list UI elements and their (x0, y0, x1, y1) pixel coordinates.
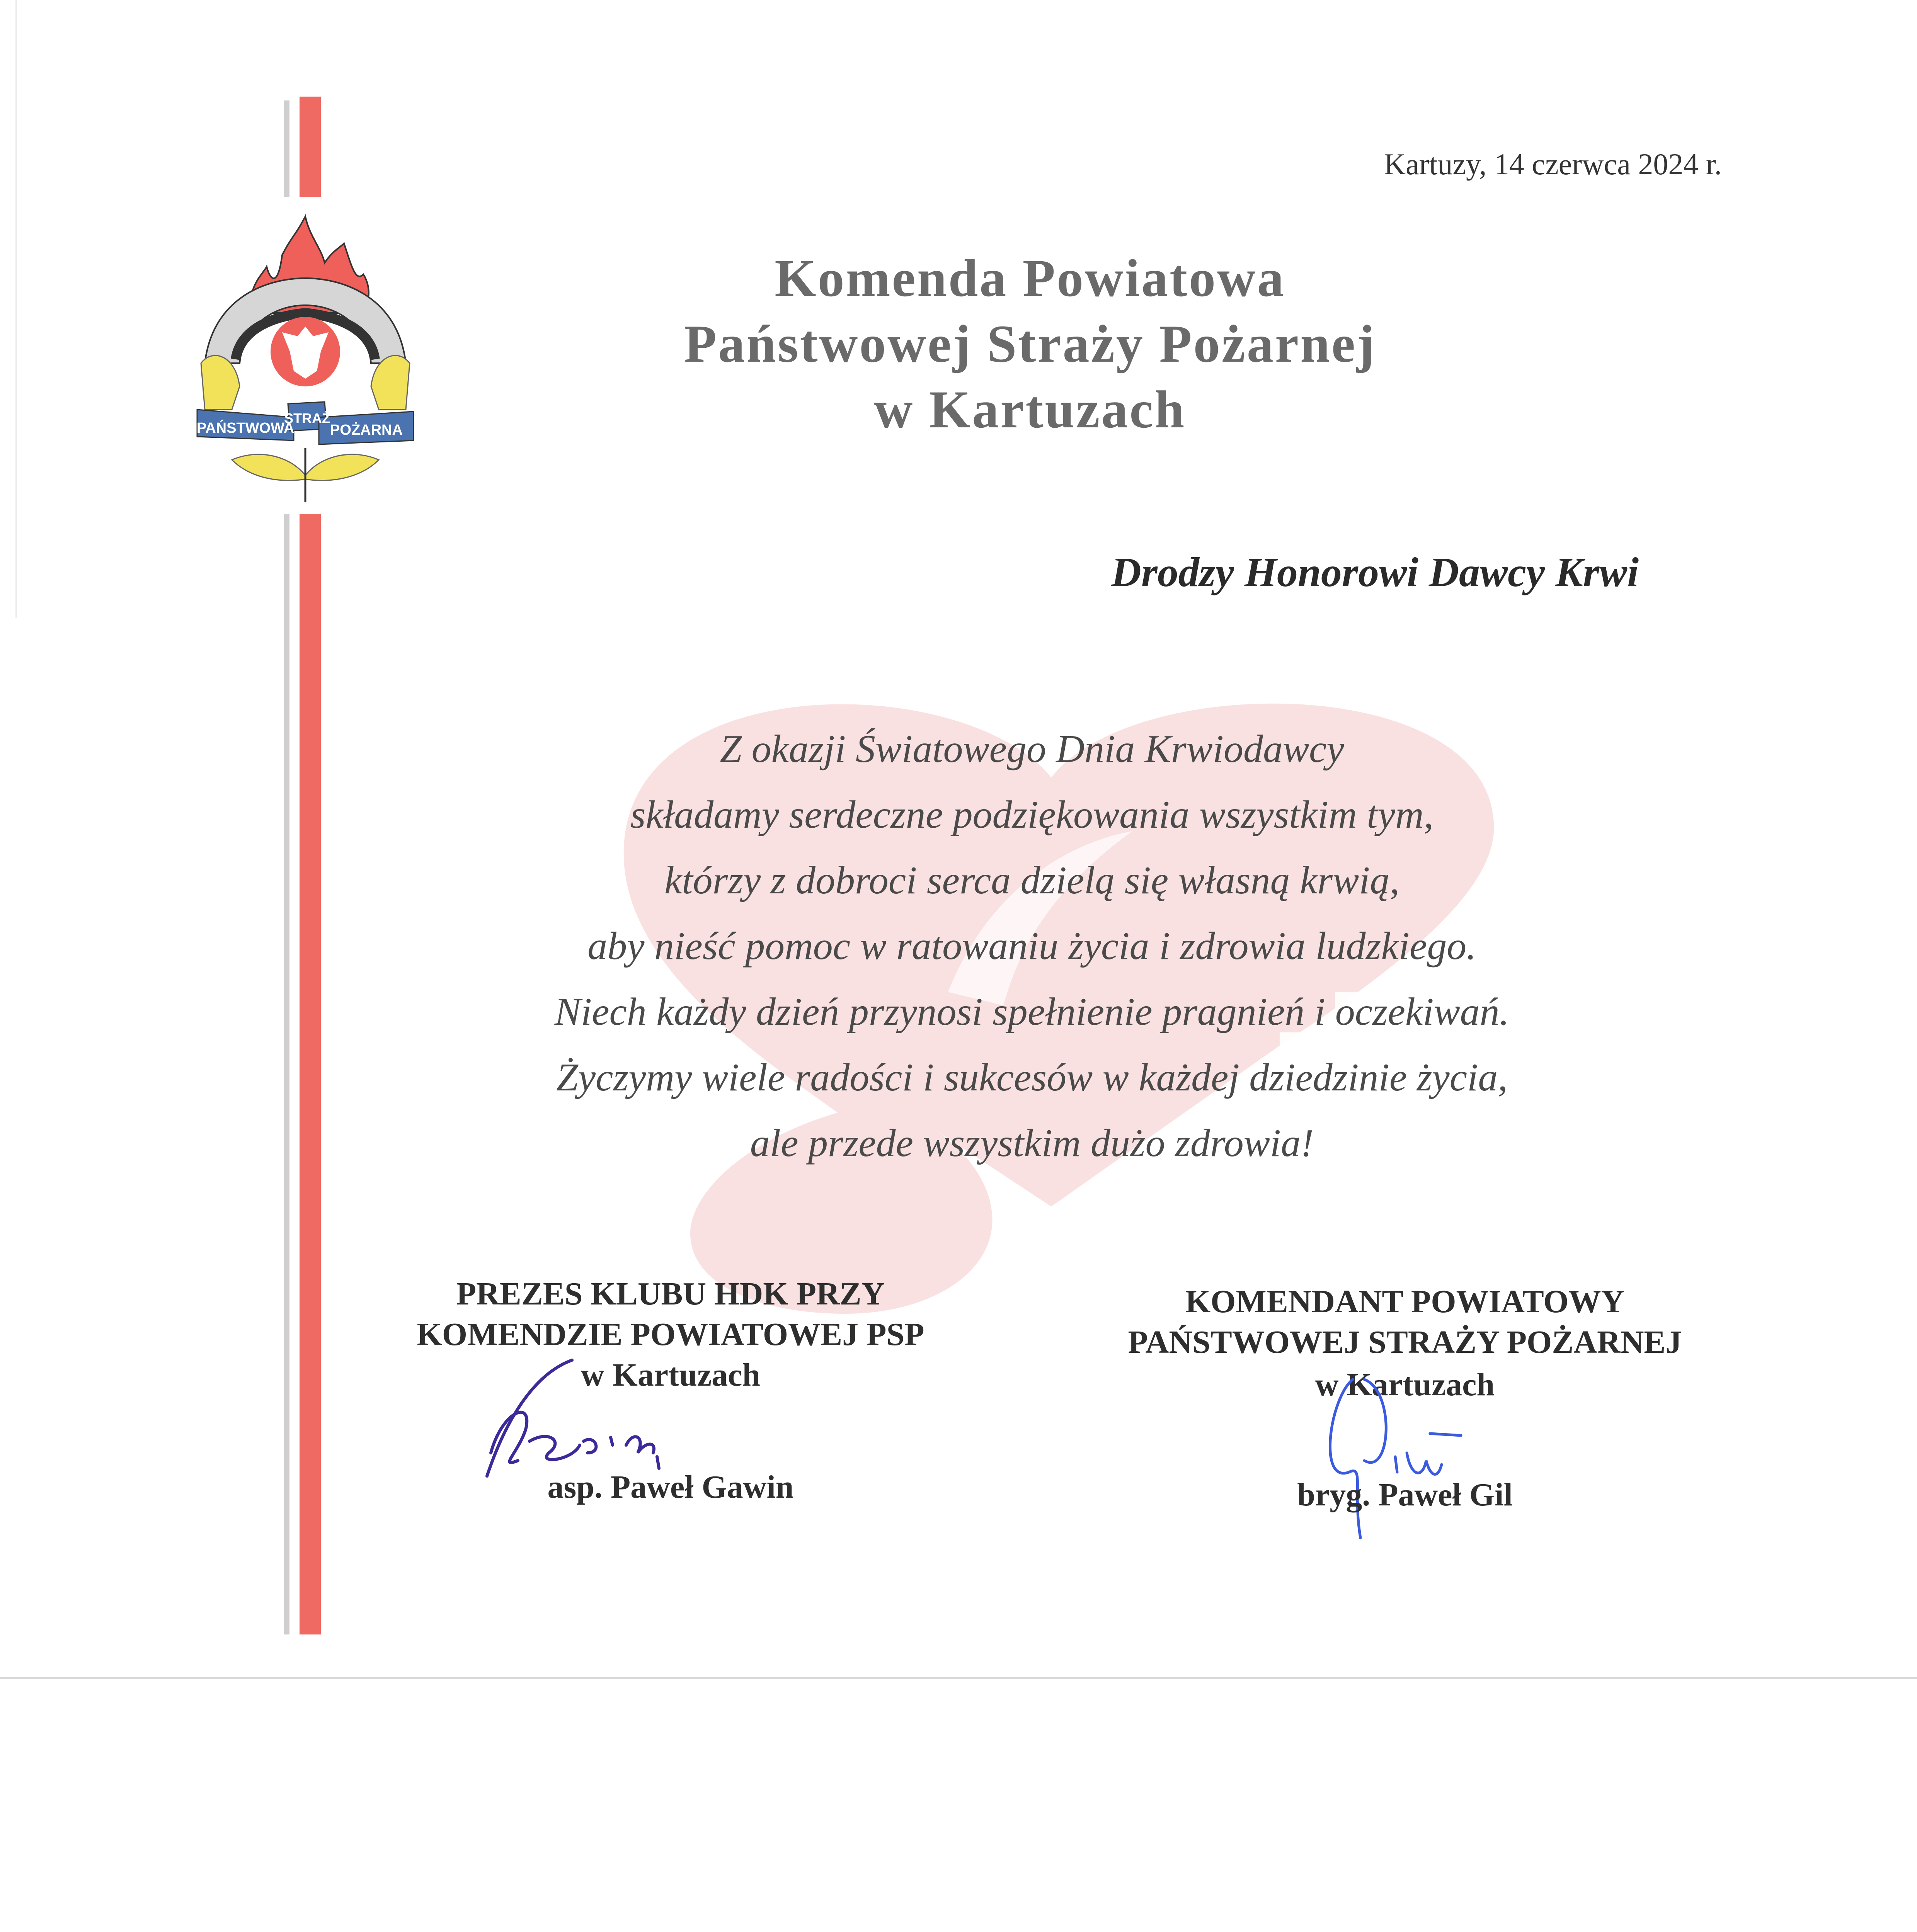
header-line-2: Państwowej Straży Pożarnej (684, 314, 1376, 373)
signatory-left-name: asp. Paweł Gawin (547, 1469, 794, 1505)
logo-text-panstwowa: PAŃSTWOWA (196, 420, 295, 436)
body-line: aby nieść pomoc w ratowaniu życia i zdrowia ludzkiego. (587, 924, 1476, 968)
body-line: którzy z dobroci serca dzielą się własną krwią, (664, 859, 1399, 902)
psp-logo (189, 209, 421, 510)
greeting: Drodzy Honorowi Dawcy Krwi (1111, 549, 1639, 595)
signatory-right-title-3: w Kartuzach (1315, 1367, 1495, 1403)
signature-left (472, 1352, 781, 1480)
body-line: Z okazji Światowego Dnia Krwiodawcy (720, 727, 1344, 771)
header-line-1: Komenda Powiatowa (775, 248, 1285, 308)
stripe-red-top (300, 97, 321, 197)
signatory-right-title-1: KOMENDANT POWIATOWY (1185, 1284, 1625, 1320)
body-line: Niech każdy dzień przynosi spełnienie pragnień i oczekiwań. (554, 990, 1510, 1034)
body-line: Życzymy wiele radości i sukcesów w każdej dziedzinie życia, (556, 1056, 1508, 1099)
signatory-left-title-3: w Kartuzach (581, 1357, 761, 1393)
signature-right (1306, 1368, 1538, 1542)
stripe-gray-top (284, 100, 289, 197)
logo-text-pozarna: POŻARNA (330, 422, 403, 438)
date-line: Kartuzy, 14 czerwca 2024 r. (1384, 147, 1722, 181)
body-line: składamy serdeczne podziękowania wszystkim tym, (630, 793, 1434, 837)
stripe-gray-bottom (284, 514, 289, 1634)
body-line: ale przede wszystkim dużo zdrowia! (750, 1121, 1314, 1165)
stripe-red-bottom (300, 514, 321, 1634)
scan-bottom-line (0, 1677, 1917, 1679)
signatory-left-title-2: KOMENDZIE POWIATOWEJ PSP (417, 1316, 924, 1352)
signatory-right-title-2: PAŃSTWOWEJ STRAŻY POŻARNEJ (1128, 1324, 1682, 1360)
scan-edge (15, 0, 17, 618)
signatory-right-name: bryg. Paweł Gil (1297, 1477, 1513, 1513)
header-line-3: w Kartuzach (874, 380, 1186, 439)
signatory-left-title-1: PREZES KLUBU HDK PRZY (456, 1276, 885, 1312)
logo-text-straz: STRAŻ (284, 410, 330, 426)
